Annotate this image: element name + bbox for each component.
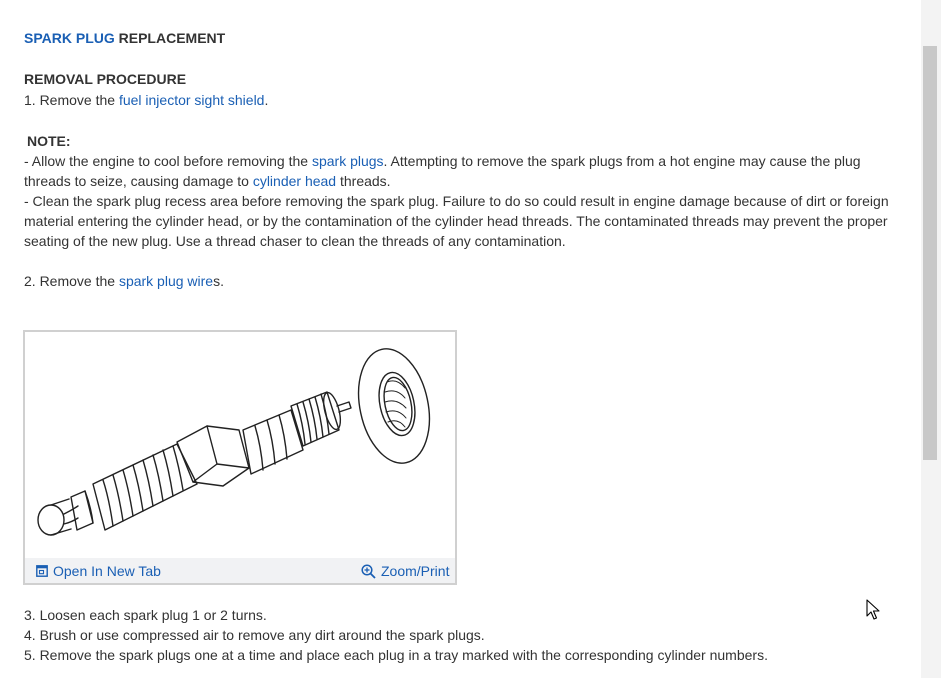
step-1-prefix: 1. Remove the (24, 92, 119, 108)
zoom-print-button[interactable] (361, 562, 449, 580)
scrollbar-thumb[interactable] (923, 46, 937, 460)
open-in-new-tab-button[interactable] (36, 562, 161, 580)
title-rest: REPLACEMENT (114, 30, 226, 46)
step-3: 3. Loosen each spark plug 1 or 2 turns. (24, 607, 267, 623)
spark-plug-illustration (27, 334, 453, 560)
zoom-print-label: Zoom/Print (381, 563, 450, 579)
title-highlight[interactable]: SPARK PLUG (24, 30, 115, 46)
figure-toolbar (25, 558, 455, 583)
page-title (24, 28, 225, 48)
zoom-in-icon (361, 564, 376, 579)
note-item-1-middle: . Attempting to remove the spark plugs from a hot engine may cause the plug threads to seize, causing damage to (24, 153, 861, 189)
open-in-new-tab-icon (36, 565, 48, 577)
step-2 (24, 271, 224, 291)
note-item-2: - Clean the spark plug recess area before removing the spark plug. Failure to do so could result in engine damage because of dirt or foreign material entering the cylinder head, or by the contamination of the cylinder head threads. The contaminated threads may prevent the proper seating of the new plug. Use a thread chaser to clean the threads of any contamination. (24, 193, 889, 249)
step-1 (24, 90, 268, 110)
fuel-injector-sight-shield-link[interactable]: fuel injector sight shield (118, 92, 265, 108)
spark-plugs-link[interactable]: spark plugs (311, 153, 384, 169)
step-2-suffix: s. (213, 273, 224, 289)
note-item-1 (24, 151, 908, 191)
cylinder-head-link[interactable]: cylinder head (252, 173, 337, 189)
step-1-suffix: . (264, 92, 269, 108)
step-5: 5. Remove the spark plugs one at a time and place each plug in a tray marked with the corresponding cylinder numbers. (24, 647, 768, 663)
note-label: NOTE: (27, 133, 71, 149)
note-item-1-prefix: - Allow the engine to cool before removing the (24, 153, 312, 169)
spark-plug-figure[interactable] (23, 330, 457, 585)
spark-plug-wire-link[interactable]: spark plug wire (118, 273, 214, 289)
removal-heading: REMOVAL PROCEDURE (24, 71, 187, 87)
step-2-prefix: 2. Remove the (24, 273, 119, 289)
open-in-new-tab-label: Open In New Tab (53, 563, 161, 579)
note-item-1-suffix: threads. (336, 173, 391, 189)
mouse-cursor-icon (866, 599, 880, 621)
step-4: 4. Brush or use compressed air to remove any dirt around the spark plugs. (24, 627, 485, 643)
vertical-scrollbar[interactable] (921, 0, 941, 678)
